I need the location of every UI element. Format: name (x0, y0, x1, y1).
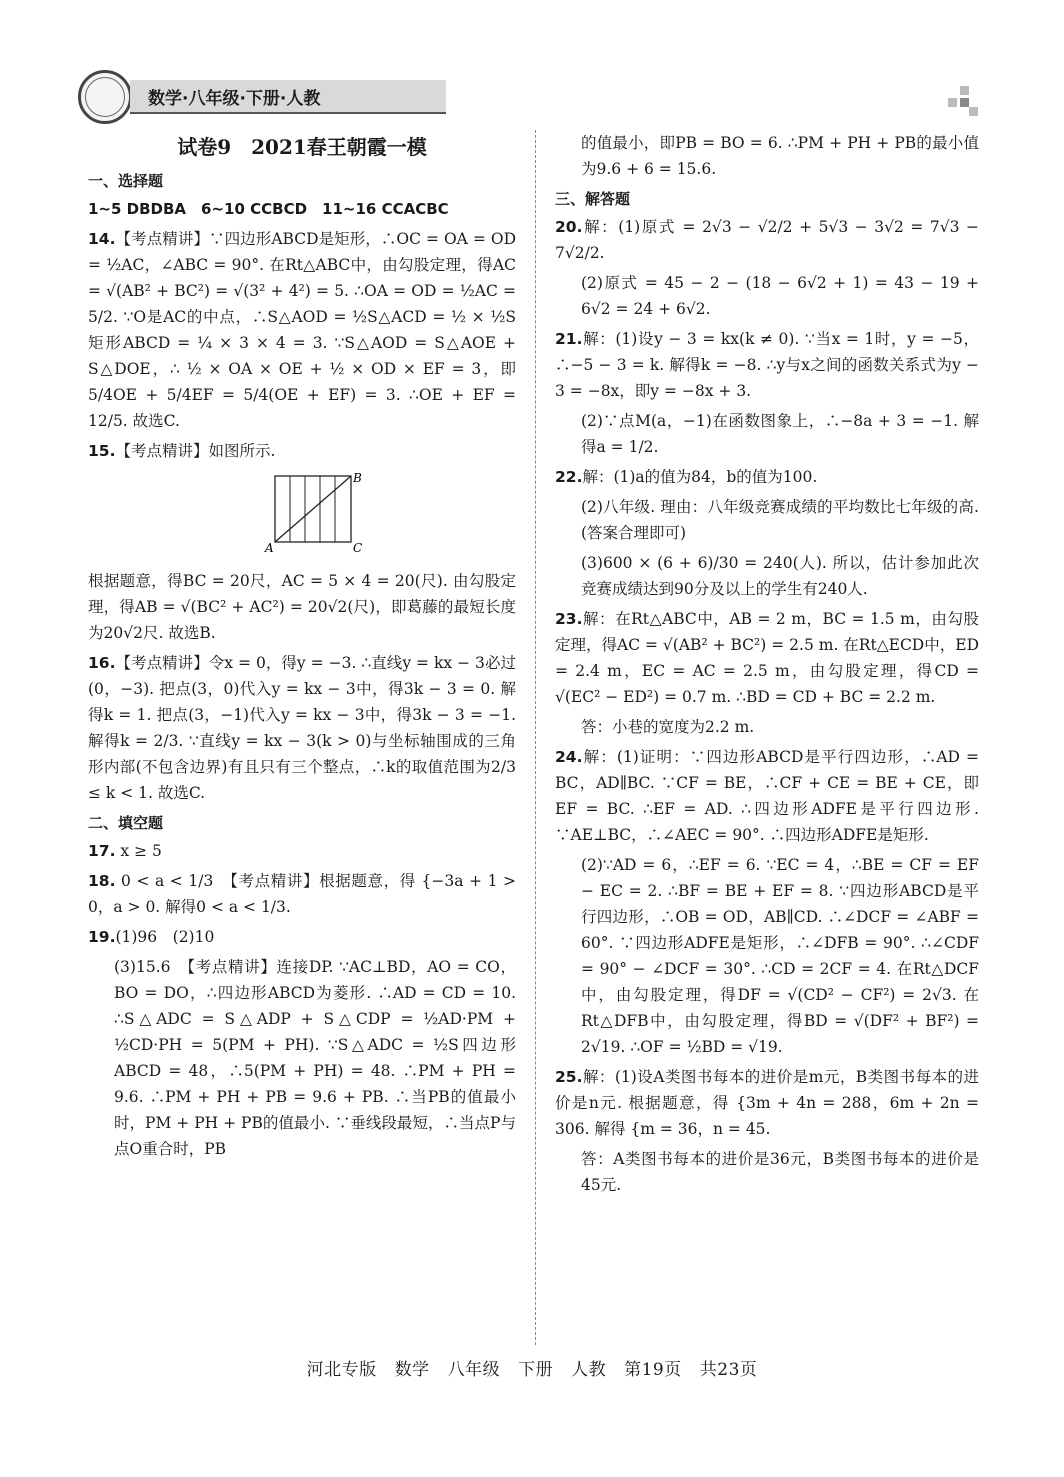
question-25 (555, 1064, 979, 1142)
question-text: 解：(1)设y − 3 = kx(k ≠ 0). ∵当x = 1时，y = −5，∴−5 − 3 = k. 解得k = −8. ∴y与x之间的函数关系式为y − 3 = −8x，即y = −8x + 3. (555, 330, 979, 400)
question-18 (88, 868, 516, 920)
subject-tag: 数学·八年级·下册·人教 (130, 80, 446, 114)
footer-edition: 河北专版 (306, 1360, 377, 1380)
question-text: 【考点精讲】令x = 0，得y = −3. ∴直线y = kx − 3必过(0，−3). 把点(3，0)代入y = kx − 3中，得3k − 3 = 0. 解得k = 1. 把点(3，−1)代入y = kx − 3中，得3k − 3 = −1. 解得k = 2/3. ∵直线y = kx − 3(k > 0)与坐标轴围成的三角形内部(不包含边界)有且只有三个整点，∴k的取值范围为2/3 ≤ k < 1. 故选C. (88, 654, 516, 802)
label-b: B (353, 472, 362, 485)
question-number: 17. (88, 842, 116, 860)
question-15 (88, 438, 516, 464)
question-text: 解：(1)证明：∵四边形ABCD是平行四边形，∴AD = BC，AD∥BC. ∵CF = BE，∴CF + CE = BE + CE，即EF = BC. ∴EF = AD. ∴四边形ADFE是平行四边形. ∵AE⊥BC，∴∠AEC = 90°. ∴四边形ADFE是矩形. (555, 748, 979, 844)
question-text: 解：(1)原式 = 2√3 − √2/2 + 5√3 − 3√2 = 7√3 − 7√2/2. (555, 218, 979, 262)
footer-total: 共23页 (699, 1360, 758, 1380)
column-divider (535, 130, 536, 1345)
page-header (78, 70, 978, 120)
footer-grade: 八年级 (447, 1360, 501, 1380)
question-text: 解：(1)设A类图书每本的进价是m元，B类图书每本的进价是n元. 根据题意，得 {3m + 4n = 288，6m + 2n = 306. 解得 {m = 36，n = 45. (555, 1068, 979, 1138)
footer-subject: 数学 (394, 1360, 430, 1380)
question-22-part2: (2)八年级. 理由：八年级竞赛成绩的平均数比七年级的高.(答案合理即可) (581, 498, 979, 542)
question-15-solution: 根据题意，得BC = 20尺，AC = 5 × 4 = 20(尺). 由勾股定理，得AB = √(BC² + AC²) = 20√2(尺)，即葛藤的最短长度为20√2尺. 故选B. (88, 572, 516, 642)
question-text: 0 < a < 1/3 【考点精讲】根据题意，得 {−3a + 1 > 0，a > 0. 解得0 < a < 1/3. (88, 872, 516, 916)
question-17 (88, 838, 516, 864)
section-solve: 三、解答题 (555, 190, 631, 208)
footer-publisher: 人教 (571, 1360, 607, 1380)
question-14 (88, 226, 516, 434)
choice-answers: 1~5 DBDBA 6~10 CCBCD 11~16 CCACBC (88, 200, 449, 218)
question-text: 解：在Rt△ABC中，AB = 2 m，BC = 1.5 m，由勾股定理，得AC = √(AB² + BC²) = 2.5 m. 在Rt△ECD中，ED = 2.4 m，EC = AC = 2.5 m，由勾股定理，得CD = √(EC² − ED²) = 0.7 m. ∴BD = CD + BC = 2.2 m. (555, 610, 979, 706)
question-16 (88, 650, 516, 806)
question-number: 15. (88, 442, 116, 460)
question-number: 21. (555, 330, 583, 348)
publisher-logo (78, 70, 132, 124)
left-column (88, 130, 516, 1166)
question-21-part2: (2)∵点M(a，−1)在函数图象上，∴−8a + 3 = −1. 解得a = 1/2. (581, 412, 979, 456)
question-22-part3: (3)600 × (6 + 6)/30 = 240(人). 所以，估计参加此次竞赛成绩达到90分及以上的学生有240人. (581, 554, 979, 598)
question-text: x ≥ 5 (120, 842, 162, 860)
question-number: 24. (555, 748, 583, 766)
question-number: 18. (88, 872, 116, 890)
question-number: 16. (88, 654, 116, 672)
question-19-continued: 的值最小，即PB = BO = 6. ∴PM + PH + PB的最小值为9.6 + 6 = 15.6. (581, 134, 979, 178)
question-21 (555, 326, 979, 404)
section-choice: 一、选择题 (88, 172, 164, 190)
footer-page: 第19页 (624, 1360, 682, 1380)
question-19 (88, 924, 516, 950)
label-a: A (265, 541, 274, 555)
question-text: 解：(1)a的值为84，b的值为100. (582, 468, 818, 486)
question-number: 20. (555, 218, 583, 236)
question-text: 【考点精讲】如图所示. (115, 442, 276, 460)
question-25-answer: 答：A类图书每本的进价是36元，B类图书每本的进价是45元. (581, 1150, 979, 1194)
question-20-part2: (2)原式 = 45 − 2 − (18 − 6√2 + 1) = 43 − 19 + 6√2 = 24 + 6√2. (581, 274, 979, 318)
page-footer (0, 1355, 1064, 1380)
cylinder-unrolled-figure (263, 472, 363, 556)
section-fill: 二、填空题 (88, 814, 164, 832)
question-number: 25. (555, 1068, 583, 1086)
corner-decoration (948, 86, 978, 116)
question-number: 23. (555, 610, 583, 628)
question-24-part2: (2)∵AD = 6，∴EF = 6. ∵EC = 4，∴BE = CF = EF − EC = 2. ∴BF = BE + EF = 8. ∵四边形ABCD是平行四边形，∴OB = OD，AB∥CD. ∴∠DCF = ∠ABF = 60°. ∵四边形ADFE是矩形，∴∠DFB = 90°. ∴∠CDF = 90° − ∠DCF = 30°. ∴CD = 2CF = 4. 在Rt△DCF中，由勾股定理，得DF = √(CD² − CF²) = 2√3. 在Rt△DFB中，由勾股定理，得BD = √(DF² + BF²) = 2√19. ∴OF = ½BD = √19. (581, 856, 979, 1056)
footer-volume: 下册 (518, 1360, 554, 1380)
question-number: 14. (88, 230, 116, 248)
question-answer-line: (1)96 (2)10 (115, 928, 215, 946)
question-19-solution: (3)15.6 【考点精讲】连接DP. ∵AC⊥BD，AO = CO，BO = DO，∴四边形ABCD为菱形. ∴AD = CD = 10. ∴S△ADC = S△ADP + S△CDP = ½AD·PM + ½CD·PH = 5(PM + PH). ∵S△ADC = ½S四边形ABCD = 48，∴5(PM + PH) = 48. ∴PM + PH = 9.6. ∴PM + PH + PB = 9.6 + PB. ∴当PB的值最小时，PM + PH + PB的值最小. ∵垂线段最短，∴当点P与点O重合时，PB (114, 958, 516, 1158)
question-24 (555, 744, 979, 848)
question-number: 22. (555, 468, 583, 486)
question-20 (555, 214, 979, 266)
label-c: C (353, 541, 363, 555)
question-text: 【考点精讲】∵四边形ABCD是矩形，∴OC = OA = OD = ½AC，∠ABC = 90°. 在Rt△ABC中，由勾股定理，得AC = √(AB² + BC²) = √(3² + 4²) = 5. ∴OA = OD = ½AC = 5/2. ∵O是AC的中点，∴S△AOD = ½S△ACD = ½ × ½S矩形ABCD = ¼ × 3 × 4 = 3. ∵S△AOD = S△AOE + S△DOE，∴ ½ × OA × OE + ½ × OD × EF = 3，即 5/4OE + 5/4EF = 5/4(OE + EF) = 3. ∴OE + EF = 12/5. 故选C. (88, 230, 516, 430)
question-23 (555, 606, 979, 710)
question-23-answer: 答：小巷的宽度为2.2 m. (581, 718, 755, 736)
right-column (555, 130, 979, 1202)
paper-title: 试卷9 2021春王朝霞一模 (177, 135, 427, 159)
question-number: 19. (88, 928, 116, 946)
question-22 (555, 464, 979, 490)
